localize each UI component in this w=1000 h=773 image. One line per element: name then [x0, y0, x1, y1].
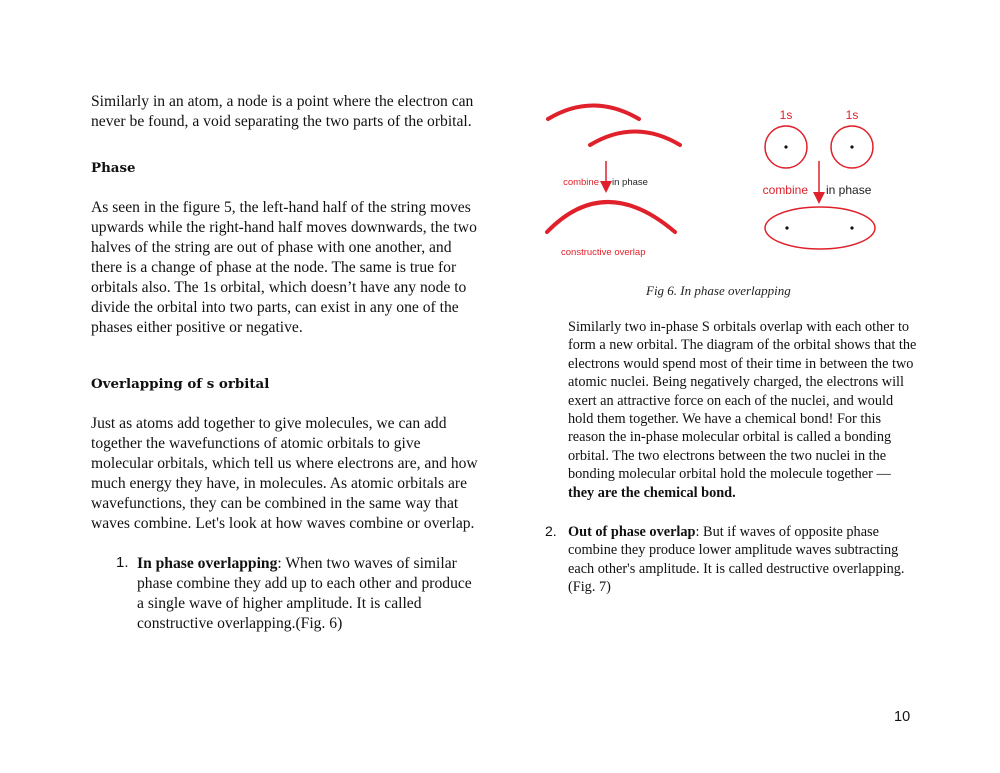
in-phase-label-left: in phase	[612, 177, 648, 188]
nucleus-right	[850, 145, 853, 148]
bonding-paragraph	[568, 318, 918, 502]
constructive-overlap-arc	[547, 202, 675, 232]
list-item-out-of-phase-text: : But if waves of opposite phase combine they produce lower amplitude waves subtracting each other's amplitude. It is called destructive overlapping.(Fig. 7)	[568, 524, 905, 596]
page-number: 10	[894, 709, 911, 725]
overlap-paragraph: Just as atoms add together to give molecules, we can add together the wavefunctions of atomic orbitals to give molecular orbitals, which tell us where electrons are, and how much energy they have, in molecules. As atomic orbitals are wavefunctions, they can be combined in the same way that waves combine. Let's look at how waves combine or overlap.	[91, 415, 478, 532]
combine-label-right: combine	[762, 183, 808, 197]
figure-caption: Fig 6. In phase overlapping	[646, 283, 791, 298]
bonding-nucleus-right	[850, 226, 853, 229]
list-item-in-phase-term: In phase overlapping	[137, 555, 278, 572]
nucleus-left	[784, 145, 787, 148]
bonding-nucleus-left	[785, 226, 788, 229]
in-phase-label-right: in phase	[826, 183, 872, 197]
list-item-out-of-phase	[568, 523, 908, 597]
figure-in-phase-overlapping	[530, 95, 930, 275]
list-number-2: 2.	[545, 523, 557, 539]
wave-arc-2	[590, 132, 680, 146]
bonding-emphasis: they are the chemical bond.	[568, 484, 736, 501]
wave-arc-1	[548, 106, 639, 120]
phase-heading: Phase	[91, 160, 136, 176]
phase-paragraph: As seen in the figure 5, the left-hand half of the string moves upwards while the right-hand half moves downwards, the two halves of the string are out of phase with one another, and there is a change of phase at the node. The same is true for orbitals also. The 1s orbital, which doesn’t have any node to divide the orbital into two parts, can exist in any one of the phases either positive or negative.	[91, 199, 477, 336]
intro-paragraph: Similarly in an atom, a node is a point where the electron can never be found, a void separating the two parts of the orbital.	[91, 93, 474, 130]
orbital-label-1s-left: 1s	[779, 108, 793, 122]
bonding-paragraph-text: Similarly two in-phase S orbitals overlap with each other to form a new orbital. The diagram of the orbital shows that the electrons would spend most of their time in between the two atomic nuclei. Being negatively charged, the electrons will exert an attractive force on each of the nuclei, and would hold them together. We have a chemical bond! For this reason the in-phase molecular orbital is called a bonding orbital. The two electrons between the two nuclei in the bonding molecular orbital hold the molecule together —	[568, 319, 917, 483]
list-number-1: 1.	[116, 554, 129, 571]
list-item-in-phase	[137, 554, 482, 634]
bonding-orbital	[765, 207, 875, 249]
constructive-overlap-label: constructive overlap	[561, 247, 646, 258]
combine-label-left: combine	[563, 177, 599, 188]
overlap-heading: Overlapping of s orbital	[91, 376, 270, 392]
orbital-label-1s-right: 1s	[845, 108, 859, 122]
list-item-in-phase-text: : When two waves of similar phase combine they add up to each other and produce a single wave of higher amplitude. It is called constructive overlapping.(Fig. 6)	[137, 555, 472, 632]
list-item-out-of-phase-term: Out of phase overlap	[568, 524, 696, 540]
